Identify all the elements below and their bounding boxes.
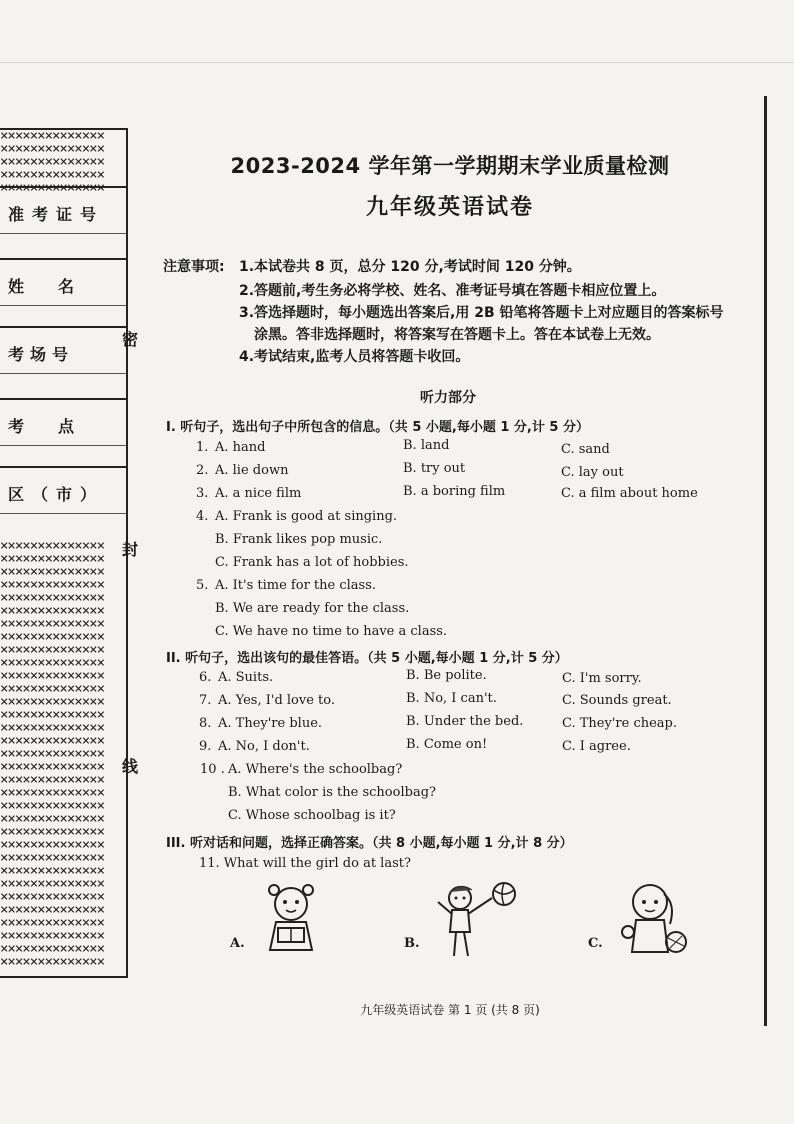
q2-option-c: C. lay out: [561, 465, 624, 480]
notice-item-2: 2.答题前,考生务必将学校、姓名、准考证号填在答题卡相应位置上。: [239, 283, 666, 299]
q1-option-c: C. sand: [561, 442, 610, 457]
part3-title: III. 听对话和问题，选择正确答案。（共 8 小题,每小题 1 分,计 8 分）: [166, 836, 573, 851]
q3-number: 3.: [196, 486, 209, 501]
scan-edge-line: [0, 62, 794, 63]
field-name: [0, 258, 126, 316]
notice-item-3: 3.答选择题时，每小题选出答案后,用 2B 铅笔将答题卡上对应题目的答案标号: [239, 305, 724, 321]
field-label-district: 区（市）: [8, 485, 105, 504]
q6-number: 6.: [199, 670, 212, 685]
q9-number: 9.: [199, 739, 212, 754]
q10-option-c: C. Whose schoolbag is it?: [228, 808, 396, 823]
q7-option-b: B. No, I can't.: [406, 691, 497, 706]
q6-option-b: B. Be polite.: [406, 668, 487, 683]
part1-title: I. 听句子，选出句子中所包含的信息。（共 5 小题,每小题 1 分,计 5 分）: [166, 420, 589, 435]
q10-option-b: B. What color is the schoolbag?: [228, 785, 436, 800]
field-exam-id: [0, 186, 126, 244]
exam-title: 2023-2024 学年第一学期期末学业质量检测: [230, 154, 670, 178]
q8-number: 8.: [199, 716, 212, 731]
q9-option-b: B. Come on!: [406, 737, 488, 752]
seal-hatch-bottom: ×××××××××××××× ×××××××××××××× ×××××××××××××× ×××××××××××××× ×××××××××××××× ×××××××××××××× ×××××××××××××× ×××××××××××××× ×××××××××××××× ×××××××××××××× ×××××××××××××× ×××××××××××××× ×××××××××××××× ×××××××××××××× ×××××××××××××× ×××××××××××××× ×××××××××××××× ×××××××××××××× ×××××××××××××× ×××××××××××××× ×××××××××××××× ×××××××××××××× ×××××××××××××× ×××××××××××××× ×××××××××××××× ×××××××××××××× ×××××××××××××× ×××××××××××××× ×××××××××××××× ×××××××××××××× ×××××××××××××× ×××××××××××××× ××××××××××××××: [0, 538, 105, 970]
q5-option-b: B. We are ready for the class.: [215, 601, 410, 616]
q6-option-a: A. Suits.: [218, 670, 274, 685]
notice-item-4: 4.考试结束,监考人员将答题卡收回。: [239, 349, 470, 365]
q2-number: 2.: [196, 463, 209, 478]
page-footer: 九年级英语试卷 第 1 页 (共 8 页): [360, 1003, 540, 1017]
q9-option-c: C. I agree.: [562, 739, 631, 754]
field-room: [0, 326, 126, 384]
right-margin-rule: [764, 96, 767, 1026]
field-label-name: 姓名: [8, 277, 109, 296]
q4-option-b: B. Frank likes pop music.: [215, 532, 383, 547]
field-label-site: 考点: [8, 417, 109, 436]
section-title-listening: 听力部分: [420, 390, 476, 406]
q7-option-a: A. Yes, I'd love to.: [218, 693, 336, 708]
q3-option-c: C. a film about home: [561, 486, 698, 501]
q5-number: 5.: [196, 578, 209, 593]
q5-option-c: C. We have no time to have a class.: [215, 624, 448, 639]
q9-option-a: A. No, I don't.: [218, 739, 310, 754]
q4-number: 4.: [196, 509, 209, 524]
q10-option-a: A. Where's the schoolbag?: [228, 762, 403, 777]
exam-subtitle: 九年级英语试卷: [365, 195, 534, 220]
q1-option-b: B. land: [403, 438, 450, 453]
q5-option-a: A. It's time for the class.: [215, 578, 376, 593]
q10-number: 10 .: [200, 762, 225, 777]
field-label-room: 考场号: [8, 345, 75, 364]
girl-volleyball-icon: [430, 880, 520, 960]
field-site: [0, 398, 126, 456]
seal-hatch-top: ×××××××××××××× ×××××××××××××× ×××××××××××××× ×××××××××××××× ××××××××××××××: [0, 128, 105, 196]
q2-option-a: A. lie down: [215, 463, 289, 478]
q1-option-a: A. hand: [215, 440, 266, 455]
q6-option-c: C. I'm sorry.: [562, 671, 642, 686]
q7-option-c: C. Sounds great.: [562, 693, 672, 708]
q8-option-b: B. Under the bed.: [406, 714, 524, 729]
seal-char-mi: 密: [122, 330, 139, 349]
q8-option-a: A. They're blue.: [218, 716, 323, 731]
q8-option-c: C. They're cheap.: [562, 716, 677, 731]
q1-number: 1.: [196, 440, 209, 455]
q3-option-a: A. a nice film: [215, 486, 302, 501]
q4-option-a: A. Frank is good at singing.: [215, 509, 398, 524]
notice-item-3-cont: 涂黑。答非选择题时，将答案写在答题卡上。答在本试卷上无效。: [254, 327, 660, 343]
notice-label: 注意事项:: [163, 259, 225, 275]
part2-title: II. 听句子，选出该句的最佳答语。（共 5 小题,每小题 1 分,计 5 分）: [166, 651, 568, 666]
q4-option-c: C. Frank has a lot of hobbies.: [215, 555, 409, 570]
q11-pic-label-a: A.: [230, 936, 245, 951]
seal-char-xian: 线: [122, 757, 139, 776]
field-label-exam-id: 准考证号: [8, 205, 105, 224]
q3-option-b: B. a boring film: [403, 484, 506, 499]
girl-reading-icon: [256, 880, 326, 960]
q7-number: 7.: [199, 693, 212, 708]
girl-tennis-icon: [610, 880, 690, 960]
q2-option-b: B. try out: [403, 461, 466, 476]
seal-char-feng: 封: [122, 540, 139, 559]
q11-pic-label-c: C.: [588, 936, 603, 951]
field-district: [0, 466, 126, 524]
q11-stem: 11. What will the girl do at last?: [199, 856, 411, 871]
q11-pic-label-b: B.: [404, 936, 420, 951]
notice-item-1: 1.本试卷共 8 页，总分 120 分,考试时间 120 分钟。: [239, 259, 581, 275]
